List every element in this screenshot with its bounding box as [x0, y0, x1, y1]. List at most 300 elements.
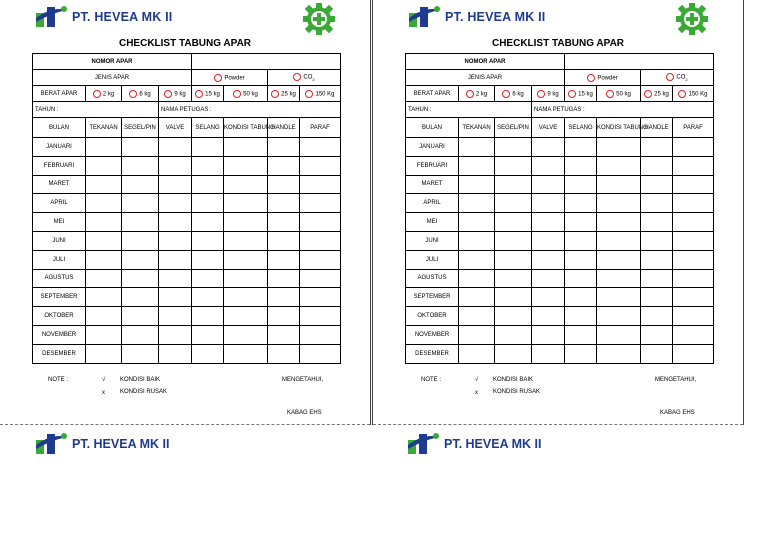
column-header: KONDISI TABUNG — [597, 118, 641, 138]
check-cell[interactable] — [459, 250, 495, 269]
check-cell[interactable] — [122, 156, 159, 175]
check-cell[interactable] — [641, 307, 673, 326]
mengetahui-text: MENGETAHUI, — [282, 377, 324, 383]
check-cell[interactable] — [495, 344, 532, 363]
column-header: SEGEL/PIN — [122, 118, 159, 138]
month-row — [33, 156, 341, 175]
checklist-sheet-right — [372, 0, 744, 425]
month-label: MARET — [406, 175, 459, 194]
nomor-apar-label: NOMOR APAR — [406, 54, 565, 70]
check-cell[interactable] — [495, 325, 532, 344]
check-cell[interactable] — [122, 307, 159, 326]
check-cell[interactable] — [532, 194, 565, 213]
check-cell[interactable] — [495, 269, 532, 288]
column-header: PARAF — [300, 118, 341, 138]
checklist-sheet-left — [0, 0, 371, 425]
check-cell[interactable] — [300, 307, 341, 326]
check-cell[interactable] — [159, 307, 192, 326]
month-row — [406, 288, 714, 307]
check-cell[interactable] — [122, 194, 159, 213]
check-cell[interactable] — [565, 194, 597, 213]
check-cell[interactable] — [300, 250, 341, 269]
check-cell[interactable] — [86, 231, 122, 250]
weight-option[interactable]: 9 kg — [532, 86, 565, 102]
check-cell[interactable] — [300, 231, 341, 250]
check-mark-icon: √ — [102, 377, 106, 383]
month-row — [406, 325, 714, 344]
check-cell[interactable] — [192, 175, 224, 194]
check-cell[interactable] — [268, 269, 300, 288]
check-cell[interactable] — [300, 194, 341, 213]
co2-option[interactable]: $CO_2$ — [268, 70, 341, 86]
month-label: OKTOBER — [406, 307, 459, 326]
check-cell[interactable] — [495, 138, 532, 157]
month-label: JULI — [406, 250, 459, 269]
check-cell[interactable] — [565, 344, 597, 363]
check-cell[interactable] — [641, 288, 673, 307]
company-logo — [407, 3, 545, 31]
check-cell[interactable] — [300, 138, 341, 157]
check-cell[interactable] — [159, 231, 192, 250]
month-label: AGUSTUS — [33, 269, 86, 288]
check-cell[interactable] — [192, 194, 224, 213]
month-label: JUNI — [406, 231, 459, 250]
check-cell[interactable] — [86, 194, 122, 213]
company-name: PT. HEVEA MK II — [444, 437, 542, 451]
check-cell[interactable] — [300, 325, 341, 344]
note-label: NOTE : — [48, 377, 69, 383]
check-cell[interactable] — [459, 288, 495, 307]
month-row — [406, 307, 714, 326]
check-cell[interactable] — [268, 250, 300, 269]
column-header: SELANG — [192, 118, 224, 138]
check-cell[interactable] — [224, 269, 268, 288]
month-label: NOVEMBER — [406, 325, 459, 344]
month-row — [33, 307, 341, 326]
check-cell[interactable] — [673, 250, 714, 269]
check-cell[interactable] — [192, 307, 224, 326]
x-mark-icon: x — [102, 390, 105, 396]
check-cell[interactable] — [565, 250, 597, 269]
check-cell[interactable] — [495, 213, 532, 232]
check-cell[interactable] — [673, 269, 714, 288]
check-cell[interactable] — [597, 213, 641, 232]
check-cell[interactable] — [268, 325, 300, 344]
radio-circle-icon — [214, 74, 222, 82]
check-cell[interactable] — [532, 213, 565, 232]
check-cell[interactable] — [122, 213, 159, 232]
check-cell[interactable] — [268, 194, 300, 213]
check-cell[interactable] — [224, 213, 268, 232]
month-rows — [406, 138, 714, 364]
month-row — [33, 344, 341, 363]
nama-petugas-field[interactable]: NAMA PETUGAS : — [159, 102, 341, 118]
check-cell[interactable] — [459, 213, 495, 232]
jenis-apar-label: JENIS APAR — [33, 70, 192, 86]
check-cell[interactable] — [495, 175, 532, 194]
check-cell[interactable] — [532, 175, 565, 194]
check-cell[interactable] — [565, 156, 597, 175]
tahun-field[interactable]: TAHUN : — [406, 102, 532, 118]
checklist-table — [32, 53, 341, 364]
mengetahui-text: MENGETAHUI, — [655, 377, 697, 383]
check-cell[interactable] — [673, 325, 714, 344]
check-cell[interactable] — [159, 344, 192, 363]
check-cell[interactable] — [122, 175, 159, 194]
check-cell[interactable] — [597, 156, 641, 175]
check-cell[interactable] — [641, 325, 673, 344]
month-label: JANUARI — [33, 138, 86, 157]
safety-gear-icon — [302, 2, 336, 36]
month-row — [33, 325, 341, 344]
check-cell[interactable] — [673, 307, 714, 326]
check-cell[interactable] — [122, 250, 159, 269]
radio-circle-icon — [587, 74, 595, 82]
weight-option[interactable]: 6 kg — [122, 86, 159, 102]
check-cell[interactable] — [192, 213, 224, 232]
weight-option[interactable]: 25 kg — [268, 86, 300, 102]
hevea-logo-icon — [34, 4, 70, 30]
check-cell[interactable] — [565, 307, 597, 326]
check-cell[interactable] — [565, 231, 597, 250]
kabag-ehs-text: KABAG EHS — [660, 410, 695, 416]
check-cell[interactable] — [224, 307, 268, 326]
check-cell[interactable] — [192, 325, 224, 344]
month-row — [33, 194, 341, 213]
check-cell[interactable] — [86, 156, 122, 175]
check-cell[interactable] — [459, 231, 495, 250]
check-cell[interactable] — [300, 213, 341, 232]
column-header: SELANG — [565, 118, 597, 138]
column-header-row — [406, 118, 714, 138]
column-header: BULAN — [406, 118, 459, 138]
check-cell[interactable] — [159, 250, 192, 269]
check-cell[interactable] — [86, 175, 122, 194]
check-cell[interactable] — [159, 325, 192, 344]
weight-option[interactable]: 9 kg — [159, 86, 192, 102]
check-cell[interactable] — [122, 138, 159, 157]
check-cell[interactable] — [495, 156, 532, 175]
check-cell[interactable] — [565, 269, 597, 288]
check-cell[interactable] — [597, 194, 641, 213]
check-cell[interactable] — [459, 175, 495, 194]
check-cell[interactable] — [597, 344, 641, 363]
month-row — [33, 231, 341, 250]
footer-company-logo — [406, 430, 541, 458]
company-logo — [34, 3, 172, 31]
month-row — [406, 138, 714, 157]
check-cell[interactable] — [532, 344, 565, 363]
column-header: KONDISI TABUNG — [224, 118, 268, 138]
check-cell[interactable] — [122, 325, 159, 344]
check-cell[interactable] — [459, 269, 495, 288]
check-cell[interactable] — [459, 138, 495, 157]
month-label: SEPTEMBER — [33, 288, 86, 307]
weight-option[interactable]: 150 Kg — [300, 86, 341, 102]
check-cell[interactable] — [224, 231, 268, 250]
check-cell[interactable] — [300, 175, 341, 194]
check-cell[interactable] — [641, 231, 673, 250]
check-cell[interactable] — [641, 344, 673, 363]
form-title: CHECKLIST TABUNG APAR — [491, 38, 625, 49]
check-cell[interactable] — [224, 175, 268, 194]
hevea-logo-icon — [34, 431, 70, 457]
x-mark-icon: x — [475, 390, 478, 396]
check-cell[interactable] — [673, 231, 714, 250]
month-row — [33, 288, 341, 307]
check-cell[interactable] — [597, 175, 641, 194]
column-header: PARAF — [673, 118, 714, 138]
weight-option[interactable]: 15 kg — [565, 86, 597, 102]
check-cell[interactable] — [565, 175, 597, 194]
month-label: APRIL — [33, 194, 86, 213]
weight-option[interactable]: 2 kg — [86, 86, 122, 102]
month-rows — [33, 138, 341, 364]
tahun-field[interactable]: TAHUN : — [33, 102, 159, 118]
check-cell[interactable] — [495, 231, 532, 250]
column-header: HANDLE — [641, 118, 673, 138]
check-cell[interactable] — [641, 213, 673, 232]
check-cell[interactable] — [459, 194, 495, 213]
checklist-table — [405, 53, 714, 364]
check-cell[interactable] — [268, 213, 300, 232]
check-cell[interactable] — [192, 288, 224, 307]
month-label: AGUSTUS — [406, 269, 459, 288]
column-header: VALVE — [532, 118, 565, 138]
check-cell[interactable] — [224, 288, 268, 307]
check-cell[interactable] — [268, 175, 300, 194]
form-title: CHECKLIST TABUNG APAR — [118, 38, 252, 49]
check-cell[interactable] — [597, 250, 641, 269]
weight-option[interactable]: 6 kg — [495, 86, 532, 102]
check-cell[interactable] — [159, 175, 192, 194]
note-label: NOTE : — [421, 377, 442, 383]
column-header-row — [33, 118, 341, 138]
check-cell[interactable] — [495, 307, 532, 326]
month-row — [406, 156, 714, 175]
check-cell[interactable] — [641, 269, 673, 288]
check-cell[interactable] — [641, 194, 673, 213]
month-label: JANUARI — [406, 138, 459, 157]
column-header: TEKANAN — [459, 118, 495, 138]
check-cell[interactable] — [192, 231, 224, 250]
check-cell[interactable] — [641, 250, 673, 269]
check-cell[interactable] — [224, 156, 268, 175]
month-row — [406, 344, 714, 363]
month-label: NOVEMBER — [33, 325, 86, 344]
check-cell[interactable] — [673, 156, 714, 175]
check-cell[interactable] — [641, 156, 673, 175]
month-label: JUNI — [33, 231, 86, 250]
check-cell[interactable] — [159, 194, 192, 213]
check-cell[interactable] — [224, 194, 268, 213]
month-label: MARET — [33, 175, 86, 194]
check-cell[interactable] — [224, 138, 268, 157]
check-cell[interactable] — [300, 269, 341, 288]
weight-option[interactable]: 25 kg — [641, 86, 673, 102]
month-label: SEPTEMBER — [406, 288, 459, 307]
month-row — [406, 231, 714, 250]
powder-option[interactable]: Powder — [192, 70, 268, 86]
check-cell[interactable] — [532, 156, 565, 175]
check-cell[interactable] — [86, 250, 122, 269]
check-cell[interactable] — [192, 250, 224, 269]
check-cell[interactable] — [224, 250, 268, 269]
check-cell[interactable] — [122, 231, 159, 250]
month-label: FEBRUARI — [406, 156, 459, 175]
column-header: BULAN — [33, 118, 86, 138]
month-row — [406, 213, 714, 232]
check-cell[interactable] — [224, 325, 268, 344]
hevea-logo-icon — [406, 431, 442, 457]
check-cell[interactable] — [495, 250, 532, 269]
check-cell[interactable] — [673, 213, 714, 232]
check-cell[interactable] — [159, 288, 192, 307]
check-cell[interactable] — [122, 269, 159, 288]
check-cell[interactable] — [459, 344, 495, 363]
check-cell[interactable] — [565, 213, 597, 232]
month-label: JULI — [33, 250, 86, 269]
check-cell[interactable] — [159, 269, 192, 288]
kondisi-rusak-text: KONDISI RUSAK — [120, 389, 168, 395]
check-mark-icon: √ — [475, 377, 479, 383]
check-cell[interactable] — [641, 138, 673, 157]
nama-petugas-field[interactable]: NAMA PETUGAS : — [532, 102, 714, 118]
check-cell[interactable] — [532, 250, 565, 269]
check-cell[interactable] — [86, 307, 122, 326]
check-cell[interactable] — [565, 288, 597, 307]
month-label: OKTOBER — [33, 307, 86, 326]
nomor-apar-label: NOMOR APAR — [33, 54, 192, 70]
weight-option[interactable]: 150 Kg — [673, 86, 714, 102]
check-cell[interactable] — [122, 344, 159, 363]
company-name: PT. HEVEA MK II — [72, 437, 170, 451]
check-cell[interactable] — [673, 344, 714, 363]
check-cell[interactable] — [532, 138, 565, 157]
column-header: HANDLE — [268, 118, 300, 138]
check-cell[interactable] — [86, 213, 122, 232]
berat-apar-label: BERAT APAR — [406, 86, 459, 102]
month-row — [406, 250, 714, 269]
check-cell[interactable] — [224, 344, 268, 363]
check-cell[interactable] — [86, 269, 122, 288]
weight-option[interactable]: 2 kg — [459, 86, 495, 102]
nomor-apar-field[interactable] — [565, 54, 714, 70]
hevea-logo-icon — [407, 4, 443, 30]
weight-option[interactable]: 50 kg — [224, 86, 268, 102]
month-row — [406, 194, 714, 213]
month-label: APRIL — [406, 194, 459, 213]
month-label: MEI — [33, 213, 86, 232]
month-row — [33, 213, 341, 232]
company-name: PT. HEVEA MK II — [445, 10, 546, 24]
check-cell[interactable] — [641, 175, 673, 194]
check-cell[interactable] — [565, 325, 597, 344]
berat-apar-label: BERAT APAR — [33, 86, 86, 102]
month-label: DESEMBER — [33, 344, 86, 363]
column-header: VALVE — [159, 118, 192, 138]
check-cell[interactable] — [300, 344, 341, 363]
check-cell[interactable] — [268, 307, 300, 326]
check-cell[interactable] — [597, 138, 641, 157]
check-cell[interactable] — [86, 138, 122, 157]
check-cell[interactable] — [597, 288, 641, 307]
month-row — [406, 269, 714, 288]
month-row — [406, 175, 714, 194]
check-cell[interactable] — [459, 325, 495, 344]
column-header: SEGEL/PIN — [495, 118, 532, 138]
kondisi-rusak-text: KONDISI RUSAK — [493, 389, 541, 395]
footer-company-logo — [34, 430, 169, 458]
check-cell[interactable] — [268, 156, 300, 175]
check-cell[interactable] — [495, 194, 532, 213]
check-cell[interactable] — [86, 344, 122, 363]
check-cell[interactable] — [565, 138, 597, 157]
check-cell[interactable] — [673, 194, 714, 213]
column-header: TEKANAN — [86, 118, 122, 138]
check-cell[interactable] — [597, 231, 641, 250]
check-cell[interactable] — [673, 138, 714, 157]
month-row — [33, 250, 341, 269]
check-cell[interactable] — [597, 307, 641, 326]
check-cell[interactable] — [300, 156, 341, 175]
check-cell[interactable] — [268, 288, 300, 307]
check-cell[interactable] — [159, 156, 192, 175]
safety-gear-icon — [675, 2, 709, 36]
check-cell[interactable] — [268, 138, 300, 157]
check-cell[interactable] — [300, 288, 341, 307]
check-cell[interactable] — [495, 288, 532, 307]
check-cell[interactable] — [459, 156, 495, 175]
powder-option[interactable]: Powder — [565, 70, 641, 86]
check-cell[interactable] — [268, 344, 300, 363]
check-cell[interactable] — [86, 288, 122, 307]
check-cell[interactable] — [192, 156, 224, 175]
check-cell[interactable] — [192, 344, 224, 363]
check-cell[interactable] — [532, 307, 565, 326]
check-cell[interactable] — [159, 138, 192, 157]
weight-option[interactable]: 50 kg — [597, 86, 641, 102]
month-label: MEI — [406, 213, 459, 232]
weight-option[interactable]: 15 kg — [192, 86, 224, 102]
check-cell[interactable] — [532, 288, 565, 307]
nomor-apar-field[interactable] — [192, 54, 341, 70]
jenis-apar-label: JENIS APAR — [406, 70, 565, 86]
kondisi-baik-text: KONDISI BAIK — [120, 377, 161, 383]
check-cell[interactable] — [532, 325, 565, 344]
check-cell[interactable] — [86, 325, 122, 344]
check-cell[interactable] — [122, 288, 159, 307]
check-cell[interactable] — [673, 175, 714, 194]
check-cell[interactable] — [532, 231, 565, 250]
check-cell[interactable] — [597, 325, 641, 344]
check-cell[interactable] — [268, 231, 300, 250]
co2-option[interactable]: $CO_2$ — [641, 70, 714, 86]
check-cell[interactable] — [159, 213, 192, 232]
check-cell[interactable] — [459, 307, 495, 326]
kabag-ehs-text: KABAG EHS — [287, 410, 322, 416]
check-cell[interactable] — [532, 269, 565, 288]
check-cell[interactable] — [597, 269, 641, 288]
month-row — [33, 138, 341, 157]
kondisi-baik-text: KONDISI BAIK — [493, 377, 534, 383]
month-label: DESEMBER — [406, 344, 459, 363]
check-cell[interactable] — [192, 269, 224, 288]
check-cell[interactable] — [673, 288, 714, 307]
month-row — [33, 175, 341, 194]
check-cell[interactable] — [192, 138, 224, 157]
month-label: FEBRUARI — [33, 156, 86, 175]
